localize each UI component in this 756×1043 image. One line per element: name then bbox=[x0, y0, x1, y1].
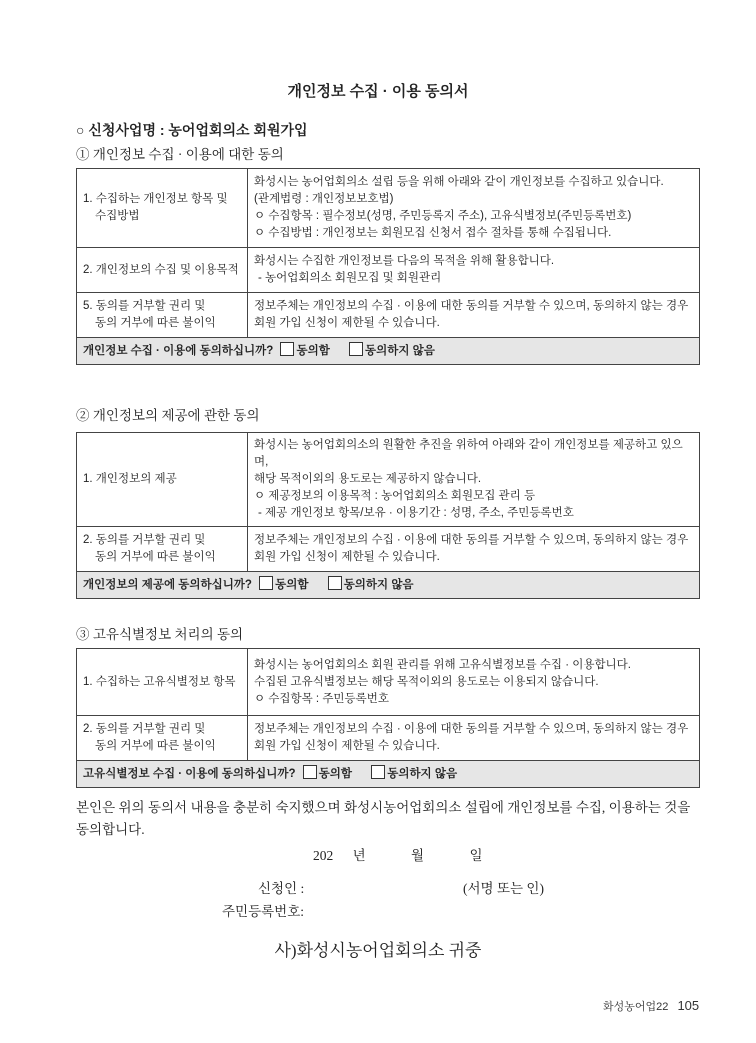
content-line: 정보주체는 개인정보의 수집 · 이용에 대한 동의를 거부할 수 있으며, 동의하지 않는 경우 bbox=[254, 723, 689, 735]
table-row bbox=[77, 293, 700, 338]
question-text: 고유식별정보 수집 · 이용에 동의하십니까? bbox=[83, 768, 296, 780]
content-line: (관계법령 : 개인정보보호법) bbox=[254, 193, 394, 205]
resident-number-label: 주민등록번호: bbox=[222, 904, 304, 919]
signature-label: (서명 또는 인) bbox=[463, 881, 544, 896]
row-content bbox=[248, 248, 700, 293]
row-label-line: 수집방법 bbox=[95, 210, 140, 222]
content-line: 해당 목적이외의 용도로는 제공하지 않습니다. bbox=[254, 473, 482, 485]
business-name: ○ 신청사업명 : 농어업회의소 회원가입 bbox=[76, 122, 308, 138]
publication-name: 화성농어업22 bbox=[603, 1001, 669, 1013]
row-label-line: 2. 동의를 거부할 권리 및 bbox=[83, 723, 206, 735]
consent-question-row bbox=[77, 761, 700, 788]
agree-checkbox[interactable] bbox=[280, 342, 294, 356]
content-line: 회원 가입 신청이 제한될 수 있습니다. bbox=[254, 551, 440, 563]
content-line: 회원 가입 신청이 제한될 수 있습니다. bbox=[254, 740, 440, 752]
disagree-checkbox[interactable] bbox=[328, 576, 342, 590]
content-line: 화성시는 농어업회의소 설립 등을 위해 아래와 같이 개인정보를 수집하고 있습니다. bbox=[254, 176, 664, 188]
row-label bbox=[77, 716, 248, 761]
section3-heading: ③ 고유식별정보 처리의 동의 bbox=[76, 627, 244, 642]
section1-table bbox=[76, 168, 700, 365]
row-content bbox=[248, 649, 700, 716]
content-line: 화성시는 수집한 개인정보를 다음의 목적을 위해 활용합니다. bbox=[254, 255, 555, 267]
document-title: 개인정보 수집 · 이용 동의서 bbox=[287, 83, 469, 100]
section2-table bbox=[76, 432, 700, 599]
row-content bbox=[248, 293, 700, 338]
row-content bbox=[248, 527, 700, 572]
section1-heading: ① 개인정보 수집 · 이용에 대한 동의 bbox=[76, 147, 284, 162]
row-label-line: 동의 거부에 따른 불이익 bbox=[95, 317, 216, 329]
agree-label: 동의함 bbox=[296, 345, 330, 357]
consent-question-row bbox=[77, 338, 700, 365]
disagree-label: 동의하지 않음 bbox=[365, 345, 435, 357]
date-year-label: 년 bbox=[352, 848, 366, 863]
disagree-label: 동의하지 않음 bbox=[343, 579, 414, 591]
row-label-line: 2. 동의를 거부할 권리 및 bbox=[83, 534, 206, 546]
content-line: ㅇ 수집방법 : 개인정보는 회원모집 신청서 접수 절차를 통해 수집됩니다. bbox=[254, 227, 612, 239]
row-label-line: 동의 거부에 따른 불이익 bbox=[95, 740, 216, 752]
disagree-label: 동의하지 않음 bbox=[387, 768, 458, 780]
page-footer bbox=[603, 998, 699, 1014]
question-text: 개인정보 수집 · 이용에 동의하십니까? bbox=[83, 345, 274, 357]
agree-label: 동의함 bbox=[275, 579, 309, 591]
signature-date bbox=[313, 844, 483, 864]
content-line: ㅇ 제공정보의 이용목적 : 농어업회의소 회원모집 관리 등 bbox=[254, 490, 536, 502]
table-row bbox=[77, 527, 700, 572]
row-content bbox=[248, 433, 700, 527]
page-number: 105 bbox=[677, 998, 700, 1013]
content-line: 정보주체는 개인정보의 수집 · 이용에 대한 동의를 거부할 수 있으며, 동의하지 않는 경우 bbox=[254, 534, 689, 546]
row-label bbox=[77, 649, 248, 716]
agree-checkbox[interactable] bbox=[259, 576, 273, 590]
row-label bbox=[77, 248, 248, 293]
row-label-line: 1. 수집하는 개인정보 항목 및 bbox=[83, 193, 228, 205]
content-line: - 제공 개인정보 항목/보유 · 이용기간 : 성명, 주소, 주민등록번호 bbox=[258, 507, 574, 519]
row-label-line: 2. 개인정보의 수집 및 이용목적 bbox=[83, 263, 239, 276]
content-line: 정보주체는 개인정보의 수집 · 이용에 대한 동의를 거부할 수 있으며, 동의하지 않는 경우 bbox=[254, 300, 689, 312]
content-line: 화성시는 농어업회의소 회원 관리를 위해 고유식별정보를 수집 · 이용합니다. bbox=[254, 658, 631, 671]
content-line: 회원 가입 신청이 제한될 수 있습니다. bbox=[254, 317, 440, 329]
row-label bbox=[77, 433, 248, 527]
row-label-line: 동의 거부에 따른 불이익 bbox=[95, 551, 216, 563]
agree-checkbox[interactable] bbox=[303, 765, 317, 779]
row-label bbox=[77, 169, 248, 248]
section3-table bbox=[76, 648, 700, 788]
consent-question bbox=[77, 338, 700, 365]
table-row bbox=[77, 248, 700, 293]
content-line: - 농어업회의소 회원모집 및 회원관리 bbox=[258, 272, 442, 284]
content-line: 화성시는 농어업회의소의 원활한 추진을 위하여 아래와 같이 개인정보를 제공하고 있으며, bbox=[254, 439, 683, 468]
row-label-line: 1. 개인정보의 제공 bbox=[83, 473, 177, 485]
row-label-line: 1. 수집하는 고유식별정보 항목 bbox=[83, 675, 236, 688]
section2-heading: ② 개인정보의 제공에 관한 동의 bbox=[76, 408, 260, 423]
consent-question bbox=[77, 572, 700, 599]
organization-name: 사)화성시농어업회의소 귀중 bbox=[274, 941, 482, 960]
agree-label: 동의함 bbox=[318, 768, 353, 780]
table-row bbox=[77, 169, 700, 248]
disagree-checkbox[interactable] bbox=[349, 342, 363, 356]
row-content bbox=[248, 716, 700, 761]
consent-statement: 본인은 위의 동의서 내용을 충분히 숙지했으며 화성시농어업회의소 설립에 개인정보를 수집, 이용하는 것을 동의합니다. bbox=[76, 800, 691, 837]
disagree-checkbox[interactable] bbox=[371, 765, 385, 779]
table-row bbox=[77, 716, 700, 761]
date-year: 202 bbox=[313, 848, 334, 863]
applicant-label: 신청인 : bbox=[258, 881, 305, 896]
question-text: 개인정보의 제공에 동의하십니까? bbox=[83, 579, 252, 591]
row-label-line: 5. 동의를 거부할 권리 및 bbox=[83, 300, 206, 312]
row-content bbox=[248, 169, 700, 248]
table-row bbox=[77, 433, 700, 527]
row-label bbox=[77, 527, 248, 572]
content-line: 수집된 고유식별정보는 해당 목적이외의 용도로는 이용되지 않습니다. bbox=[254, 675, 599, 688]
content-line: ㅇ 수집항목 : 주민등록번호 bbox=[254, 692, 389, 705]
date-day-label: 일 bbox=[469, 848, 483, 863]
row-label bbox=[77, 293, 248, 338]
date-month-label: 월 bbox=[411, 848, 425, 863]
consent-question-row bbox=[77, 572, 700, 599]
table-row bbox=[77, 649, 700, 716]
consent-question bbox=[77, 761, 700, 788]
content-line: ㅇ 수집항목 : 필수정보(성명, 주민등록지 주소), 고유식별정보(주민등록번호) bbox=[254, 210, 632, 222]
